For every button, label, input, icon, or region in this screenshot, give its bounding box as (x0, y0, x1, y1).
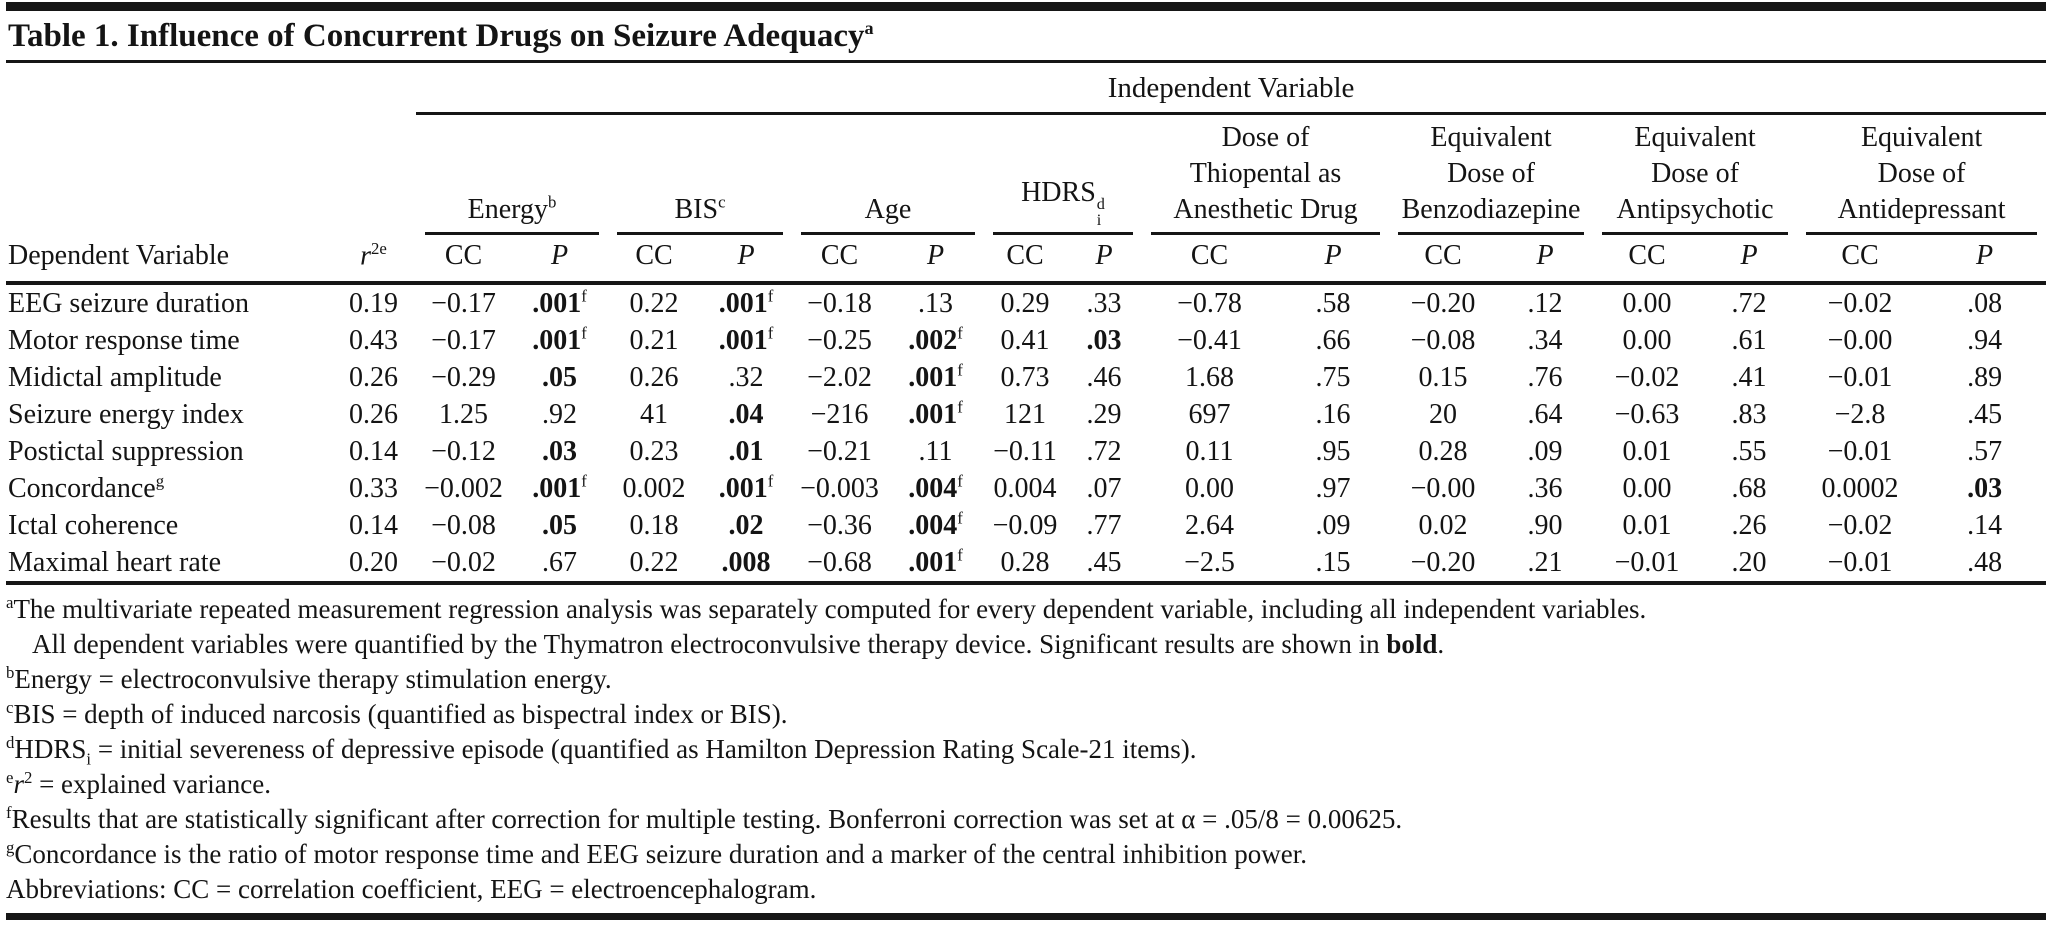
p-value: .29 (1086, 398, 1122, 430)
footnote-marker: f (6, 803, 12, 823)
dependent-variable-header: Dependent Variable (6, 235, 331, 283)
footnote-line: $^f$Results that are statistically significant after correction for multiple testing. Bonferroni correction was set at α = .05/8 = 0.00625. (6, 803, 1403, 835)
p-value: .04 (728, 398, 764, 430)
p-column-header-age: P (887, 235, 984, 283)
cc-column-header-antipsychotic: CC (1593, 235, 1701, 283)
group-header-antipsychotic: Equivalent Dose of Antipsychotic (1593, 114, 1797, 236)
cc-value: 0.01 (1622, 509, 1672, 541)
p-value: .001$^f$ (718, 286, 774, 319)
footnote-line: $^dHDRS_i$ = initial severeness of depressive episode (quantified as Hamilton Depression Rating Scale-21 items). (6, 733, 1197, 769)
cc-value: 121 (1004, 398, 1046, 430)
p-value: .05 (542, 361, 577, 393)
cc-value: −2.02 (807, 361, 872, 393)
p-value: .66 (1315, 324, 1351, 356)
p-value: .46 (1086, 361, 1122, 393)
group-header-row (6, 114, 2046, 236)
p-value: .26 (1731, 509, 1767, 541)
header-spacer (6, 63, 416, 114)
group-header-benzodiazepine: Equivalent Dose of Benzodiazepine (1389, 114, 1593, 236)
p-value: .05 (542, 509, 577, 541)
r-squared-value: 0.26 (349, 361, 398, 393)
table-row (6, 396, 2046, 433)
cc-value: −0.29 (431, 361, 496, 393)
cc-column-header-energy: CC (416, 235, 511, 283)
footnote-line: $^er^2$ = explained variance. (6, 768, 271, 800)
p-value: .67 (511, 544, 608, 583)
p-value: .16 (1315, 398, 1351, 430)
p-value: .57 (1967, 435, 2003, 467)
p-value: .41 (1731, 361, 1767, 393)
cc-value: 0.00 (1622, 287, 1672, 319)
r-squared-value: 0.20 (331, 544, 416, 583)
cc-column-header-hdrs: CC (984, 235, 1066, 283)
footnote-line: $^g$Concordance is the ratio of motor response time and EEG seizure duration and a marker of the central inhibition power. (6, 838, 1307, 870)
group-header-hdrs: HDRS d i (984, 114, 1142, 236)
group-header-thiopental: Dose of Thiopental as Anesthetic Drug (1142, 114, 1389, 236)
p-value: .20 (1701, 544, 1797, 583)
p-value: .09 (1527, 435, 1563, 467)
footnote-line: $^a$The multivariate repeated measurement regression analysis was separately computed for every dependent variable, including all independent variables. (6, 593, 1647, 625)
dependent-variable-cell: Seizure energy index (8, 398, 244, 430)
cc-value: −0.01 (1593, 544, 1701, 583)
cc-value: 0.22 (629, 287, 679, 319)
p-value: .001$^f$ (532, 323, 587, 356)
p-value: .95 (1315, 435, 1351, 467)
p-value: .75 (1315, 361, 1351, 393)
independent-variable-row (6, 63, 2046, 114)
cc-value: 2.64 (1185, 509, 1234, 541)
cc-value: 0.00 (1185, 472, 1234, 504)
cc-value: −0.00 (1410, 472, 1476, 504)
sub-sup-stack: d i (1096, 194, 1105, 229)
cc-value: 0.29 (1000, 287, 1050, 319)
p-value: .15 (1277, 544, 1389, 583)
cc-value: 0.15 (1418, 361, 1468, 393)
r-squared-value: 0.14 (349, 509, 398, 541)
footnote-marker: g (6, 838, 15, 858)
r-squared-header (331, 235, 416, 283)
p-value: .004$^f$ (908, 508, 963, 541)
p-value: .45 (1066, 544, 1142, 583)
footnote-line: $^b$Energy = electroconvulsive therapy stimulation energy. (6, 663, 612, 695)
footnote-marker: a (6, 593, 14, 613)
p-value: .94 (1967, 324, 2003, 356)
footnote-marker: e (6, 768, 14, 788)
cc-value: −0.17 (431, 287, 496, 319)
cc-value: −0.18 (807, 287, 872, 319)
p-value: .77 (1086, 509, 1122, 541)
cc-value: −0.17 (431, 324, 496, 356)
p-value: .72 (1086, 435, 1122, 467)
cc-value: 0.01 (1622, 435, 1672, 467)
cc-value: 0.00 (1622, 324, 1672, 356)
top-rule (6, 2, 2046, 11)
p-value: .09 (1315, 509, 1351, 541)
p-value: .76 (1527, 361, 1563, 393)
p-value: .004$^f$ (908, 471, 963, 504)
p-value: .64 (1527, 398, 1563, 430)
cc-column-header-age: CC (792, 235, 887, 283)
p-value: .89 (1967, 361, 2003, 393)
bottom-rule (6, 913, 2046, 920)
p-value: .12 (1527, 287, 1563, 319)
cc-value: −0.01 (1827, 435, 1893, 467)
table-row (6, 433, 2046, 470)
dependent-variable-cell: Ictal coherence (8, 509, 179, 541)
group-header-antidepressant: Equivalent Dose of Antidepressant (1797, 114, 2046, 236)
cc-column-header-benzodiazepine: CC (1389, 235, 1497, 283)
p-value: .14 (1967, 509, 2003, 541)
footnote-marker: b (6, 663, 15, 683)
cc-value: −0.02 (416, 544, 511, 583)
table-title (6, 11, 2046, 60)
cc-value: 0.26 (629, 361, 679, 393)
cc-value: 0.00 (1622, 472, 1672, 504)
p-value: .03 (542, 435, 577, 467)
dependent-variable-cell: Midictal amplitude (8, 361, 222, 393)
r-squared-symbol: r (360, 240, 372, 272)
table-row (6, 283, 2046, 322)
table-title-text: Table 1. Influence of Concurrent Drugs on Seizure Adequacy (8, 18, 865, 54)
p-value: .002$^f$ (908, 323, 963, 356)
p-value: .008 (700, 544, 792, 583)
r-squared-value: 0.43 (349, 324, 398, 356)
footnote-line: $^c$BIS = depth of induced narcosis (quantified as bispectral index or BIS). (6, 698, 788, 730)
p-value: .97 (1315, 472, 1351, 504)
footnote-line: All dependent variables were quantified by the Thymatron electroconvulsive therapy device. Significant results are shown in bold. (32, 629, 1445, 660)
p-column-header-energy: P (511, 235, 608, 283)
p-column-header-thiopental: P (1277, 235, 1389, 283)
cc-value: 0.002 (622, 472, 686, 504)
p-column-header-bis: P (700, 235, 792, 283)
table-row (6, 322, 2046, 359)
group-header-energy: Energy$^b$ (416, 114, 608, 236)
cc-value: 1.68 (1185, 361, 1234, 393)
column-header-row (6, 235, 2046, 283)
cc-value: 0.28 (1418, 435, 1468, 467)
cc-value: −0.20 (1410, 287, 1476, 319)
cc-value: −2.8 (1834, 398, 1886, 430)
p-value: .001$^f$ (908, 360, 963, 393)
cc-column-header-thiopental: CC (1142, 235, 1277, 283)
cc-value: −0.00 (1827, 324, 1893, 356)
footnote-line: Abbreviations: CC = correlation coefficient, EEG = electroencephalogram. (6, 874, 817, 905)
p-value: .03 (1086, 324, 1122, 356)
p-value: .08 (1967, 287, 2003, 319)
dependent-variable-cell: Postictal suppression (8, 435, 244, 467)
p-value: .11 (918, 435, 953, 467)
p-value: .92 (542, 398, 577, 430)
cc-value: 1.25 (439, 398, 488, 430)
p-value: .001$^f$ (718, 323, 774, 356)
r-squared-value: 0.33 (349, 472, 398, 504)
p-column-header-hdrs: P (1066, 235, 1142, 283)
table-row (6, 470, 2046, 507)
p-value: .32 (728, 361, 764, 393)
seizure-adequacy-table (6, 63, 2046, 585)
p-value: .45 (1967, 398, 2003, 430)
p-value: .13 (918, 287, 953, 319)
cc-value: 0.23 (629, 435, 679, 467)
cc-value: 20 (1429, 398, 1457, 430)
p-value: .001$^f$ (718, 471, 774, 504)
cc-value: 0.02 (1418, 509, 1468, 541)
cc-value: 0.004 (993, 472, 1057, 504)
table-row (6, 359, 2046, 396)
cc-value: −0.36 (807, 509, 872, 541)
p-value: .001$^f$ (532, 471, 587, 504)
footnote-marker: c (6, 698, 14, 718)
cc-value: −0.02 (1827, 509, 1893, 541)
p-value: .07 (1086, 472, 1122, 504)
table-row (6, 507, 2046, 544)
cc-value: 0.11 (1185, 435, 1234, 467)
cc-value: −0.12 (431, 435, 496, 467)
cc-value: −0.78 (1177, 287, 1242, 319)
p-value: .58 (1315, 287, 1351, 319)
group-header-age: Age (792, 114, 984, 236)
cc-value: −0.02 (1614, 361, 1680, 393)
cc-value: −0.63 (1614, 398, 1680, 430)
cc-value: 0.18 (629, 509, 679, 541)
cc-value: −0.68 (792, 544, 887, 583)
table-row (6, 544, 2046, 583)
cc-value: −0.003 (800, 472, 879, 504)
cc-value: 41 (640, 398, 668, 430)
p-value: .68 (1731, 472, 1767, 504)
cc-value: −0.11 (993, 435, 1057, 467)
cc-value: −0.02 (1827, 287, 1893, 319)
p-value: .33 (1086, 287, 1122, 319)
dependent-variable-cell: EEG seizure duration (8, 287, 250, 319)
cc-value: −2.5 (1142, 544, 1277, 583)
group-header-bis: BIS$^c$ (608, 114, 792, 236)
cc-value: −0.21 (807, 435, 872, 467)
cc-column-header-bis: CC (608, 235, 700, 283)
p-value: .02 (728, 509, 764, 541)
p-column-header-antidepressant: P (1923, 235, 2046, 283)
p-value: .001$^f$ (532, 286, 587, 319)
p-value: .34 (1527, 324, 1563, 356)
p-value: .48 (1923, 544, 2046, 583)
cc-column-header-antidepressant: CC (1797, 235, 1923, 283)
header-spacer (6, 114, 416, 236)
cc-value: −0.08 (431, 509, 496, 541)
footnote-marker: d (6, 733, 15, 753)
cc-value: 0.22 (608, 544, 700, 583)
footnotes (6, 592, 2046, 907)
cc-value: −0.09 (992, 509, 1058, 541)
cc-value: −0.01 (1797, 544, 1923, 583)
independent-variable-header: Independent Variable (416, 63, 2046, 114)
p-value: .72 (1731, 287, 1767, 319)
cc-value: −0.08 (1410, 324, 1476, 356)
p-value: .21 (1497, 544, 1593, 583)
cc-value: −0.01 (1827, 361, 1893, 393)
dependent-variable-cell: Motor response time (8, 324, 240, 356)
dependent-variable-cell: Concordance$^g$ (8, 471, 165, 504)
cc-value: −0.20 (1389, 544, 1497, 583)
cc-value: 0.28 (984, 544, 1066, 583)
cc-value: 0.21 (629, 324, 679, 356)
cc-value: 0.0002 (1821, 472, 1899, 504)
p-column-header-benzodiazepine: P (1497, 235, 1593, 283)
table-title-footnote-marker: a (864, 18, 874, 38)
cc-value: −0.002 (424, 472, 503, 504)
cc-value: −0.25 (807, 324, 872, 356)
p-value: .55 (1731, 435, 1767, 467)
p-value: .83 (1731, 398, 1767, 430)
cc-value: −216 (810, 398, 869, 430)
cc-value: 697 (1188, 398, 1231, 430)
p-value: .001$^f$ (887, 544, 984, 583)
p-value: .36 (1527, 472, 1563, 504)
cc-value: 0.73 (1000, 361, 1050, 393)
cc-value: −0.41 (1177, 324, 1242, 356)
p-value: .01 (728, 435, 764, 467)
p-value: .90 (1527, 509, 1563, 541)
r-squared-value: 0.19 (349, 287, 398, 319)
r-squared-value: 0.14 (349, 435, 398, 467)
p-value: .001$^f$ (908, 397, 963, 430)
p-column-header-antipsychotic: P (1701, 235, 1797, 283)
cc-value: 0.41 (1000, 324, 1050, 356)
dependent-variable-cell: Maximal heart rate (6, 544, 331, 583)
p-value: .03 (1967, 472, 2003, 504)
p-value: .61 (1731, 324, 1767, 356)
r-squared-superscript: 2e (371, 239, 387, 258)
r-squared-value: 0.26 (349, 398, 398, 430)
